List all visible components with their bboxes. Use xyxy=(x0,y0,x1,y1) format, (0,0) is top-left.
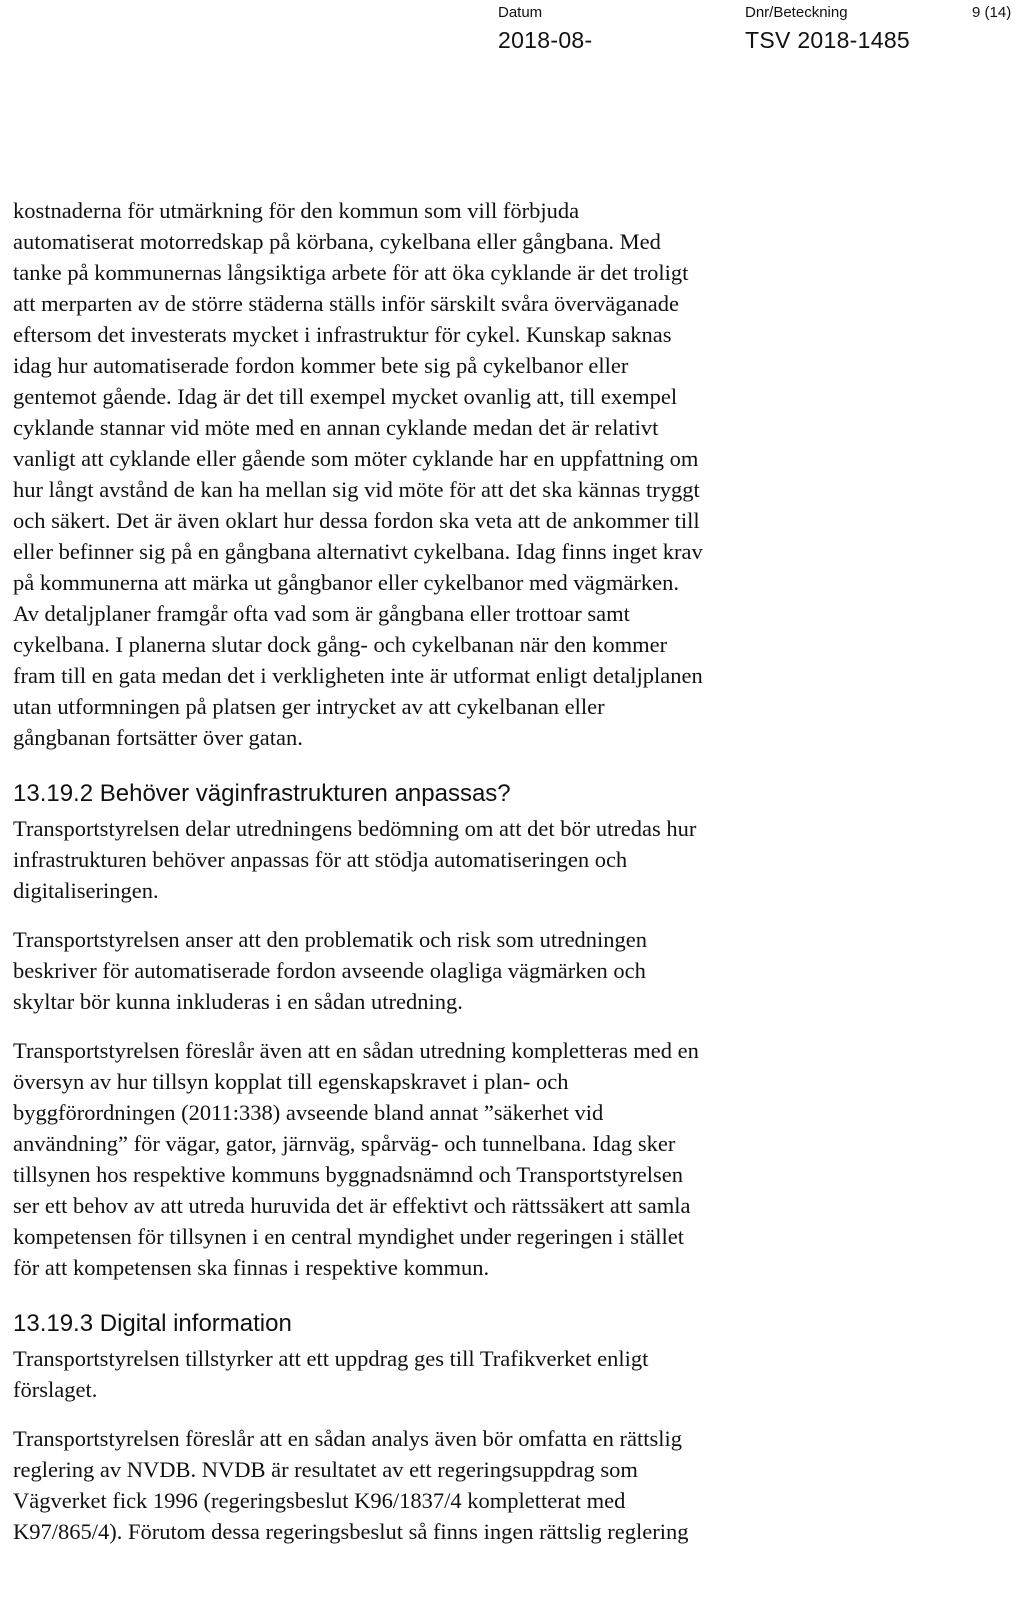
reference-value: TSV 2018-1485 xyxy=(745,27,911,53)
page-number: 9 (14) xyxy=(972,4,1012,21)
section-paragraph: Transportstyrelsen anser att den problematik och risk som utredningen beskriver för automatiserade fordon avseende olagliga vägmärken och skyltar bör kunna inkluderas i en sådan utredning. xyxy=(13,927,648,1014)
document-body xyxy=(13,195,1013,1565)
header-reference xyxy=(745,4,910,54)
section-heading: 13.19.2 Behöver väginfrastrukturen anpassas? xyxy=(13,780,511,807)
reference-label: Dnr/Beteckning xyxy=(745,4,848,21)
section-paragraph: Transportstyrelsen föreslår även att en sådan utredning kompletteras med en översyn av hur tillsyn kopplat till egenskapskravet i plan- och byggförordningen (2011:338) avseende bland annat ”säkerhet vid användning” för vägar, gator, järnväg, spårväg- och tunnelbana. Idag sker tillsynen hos respektive kommuns byggnadsnämnd och Transportstyrelsen ser ett behov av att utreda huruvida det är effektivt och rättssäkert att samla kompetensen för tillsynen i en central myndighet under regeringen i stället för att kompetensen ska finnas i respektive kommun. xyxy=(13,1038,699,1280)
date-label: Datum xyxy=(498,4,543,21)
date-value: 2018-08- xyxy=(498,27,593,53)
section-paragraph: Transportstyrelsen delar utredningens bedömning om att det bör utredas hur infrastrukturen behöver anpassas för att stödja automatiseringen och digitaliseringen. xyxy=(13,816,697,903)
header-date xyxy=(498,4,592,54)
section-paragraph: Transportstyrelsen föreslår att en sådan analys även bör omfatta en rättslig reglering av NVDB. NVDB är resultatet av ett regeringsuppdrag som Vägverket fick 1996 (regeringsbeslut K96/1837/4 kompletterat med K97/865/4). Förutom dessa regeringsbeslut så finns ingen rättslig reglering xyxy=(13,1426,689,1544)
intro-paragraph: kostnaderna för utmärkning för den kommun som vill förbjuda automatiserat motorredskap på körbana, cykelbana eller gångbana. Med tanke på kommunernas långsiktiga arbete för att öka cyklande är det troligt att merparten av de större städerna ställs inför särskilt svåra överväganade eftersom det investerats mycket i infrastruktur för cykel. Kunskap saknas idag hur automatiserade fordon kommer bete sig på cykelbanor eller gentemot gående. Idag är det till exempel mycket ovanlig att, till exempel cyklande stannar vid möte med en annan cyklande medan det är relativt vanligt att cyklande eller gående som möter cyklande har en uppfattning om hur långt avstånd de kan ha mellan sig vid möte för att det ska kännas tryggt och säkert. Det är även oklart hur dessa fordon ska veta att de ankommer till eller befinner sig på en gångbana alternativt cykelbana. Idag finns inget krav på kommunerna att märka ut gångbanor eller cykelbanor med vägmärken. Av detaljplaner framgår ofta vad som är gångbana eller trottoar samt cykelbana. I planerna slutar dock gång- och cykelbanan när den kommer fram till en gata medan det i verkligheten inte är utformat enligt detaljplanen utan utformningen på platsen ger intrycket av att cykelbanan eller gångbanan fortsätter över gatan. xyxy=(13,198,703,750)
section-paragraph: Transportstyrelsen tillstyrker att ett uppdrag ges till Trafikverket enligt förslaget. xyxy=(13,1346,649,1402)
section-heading: 13.19.3 Digital information xyxy=(13,1310,292,1337)
